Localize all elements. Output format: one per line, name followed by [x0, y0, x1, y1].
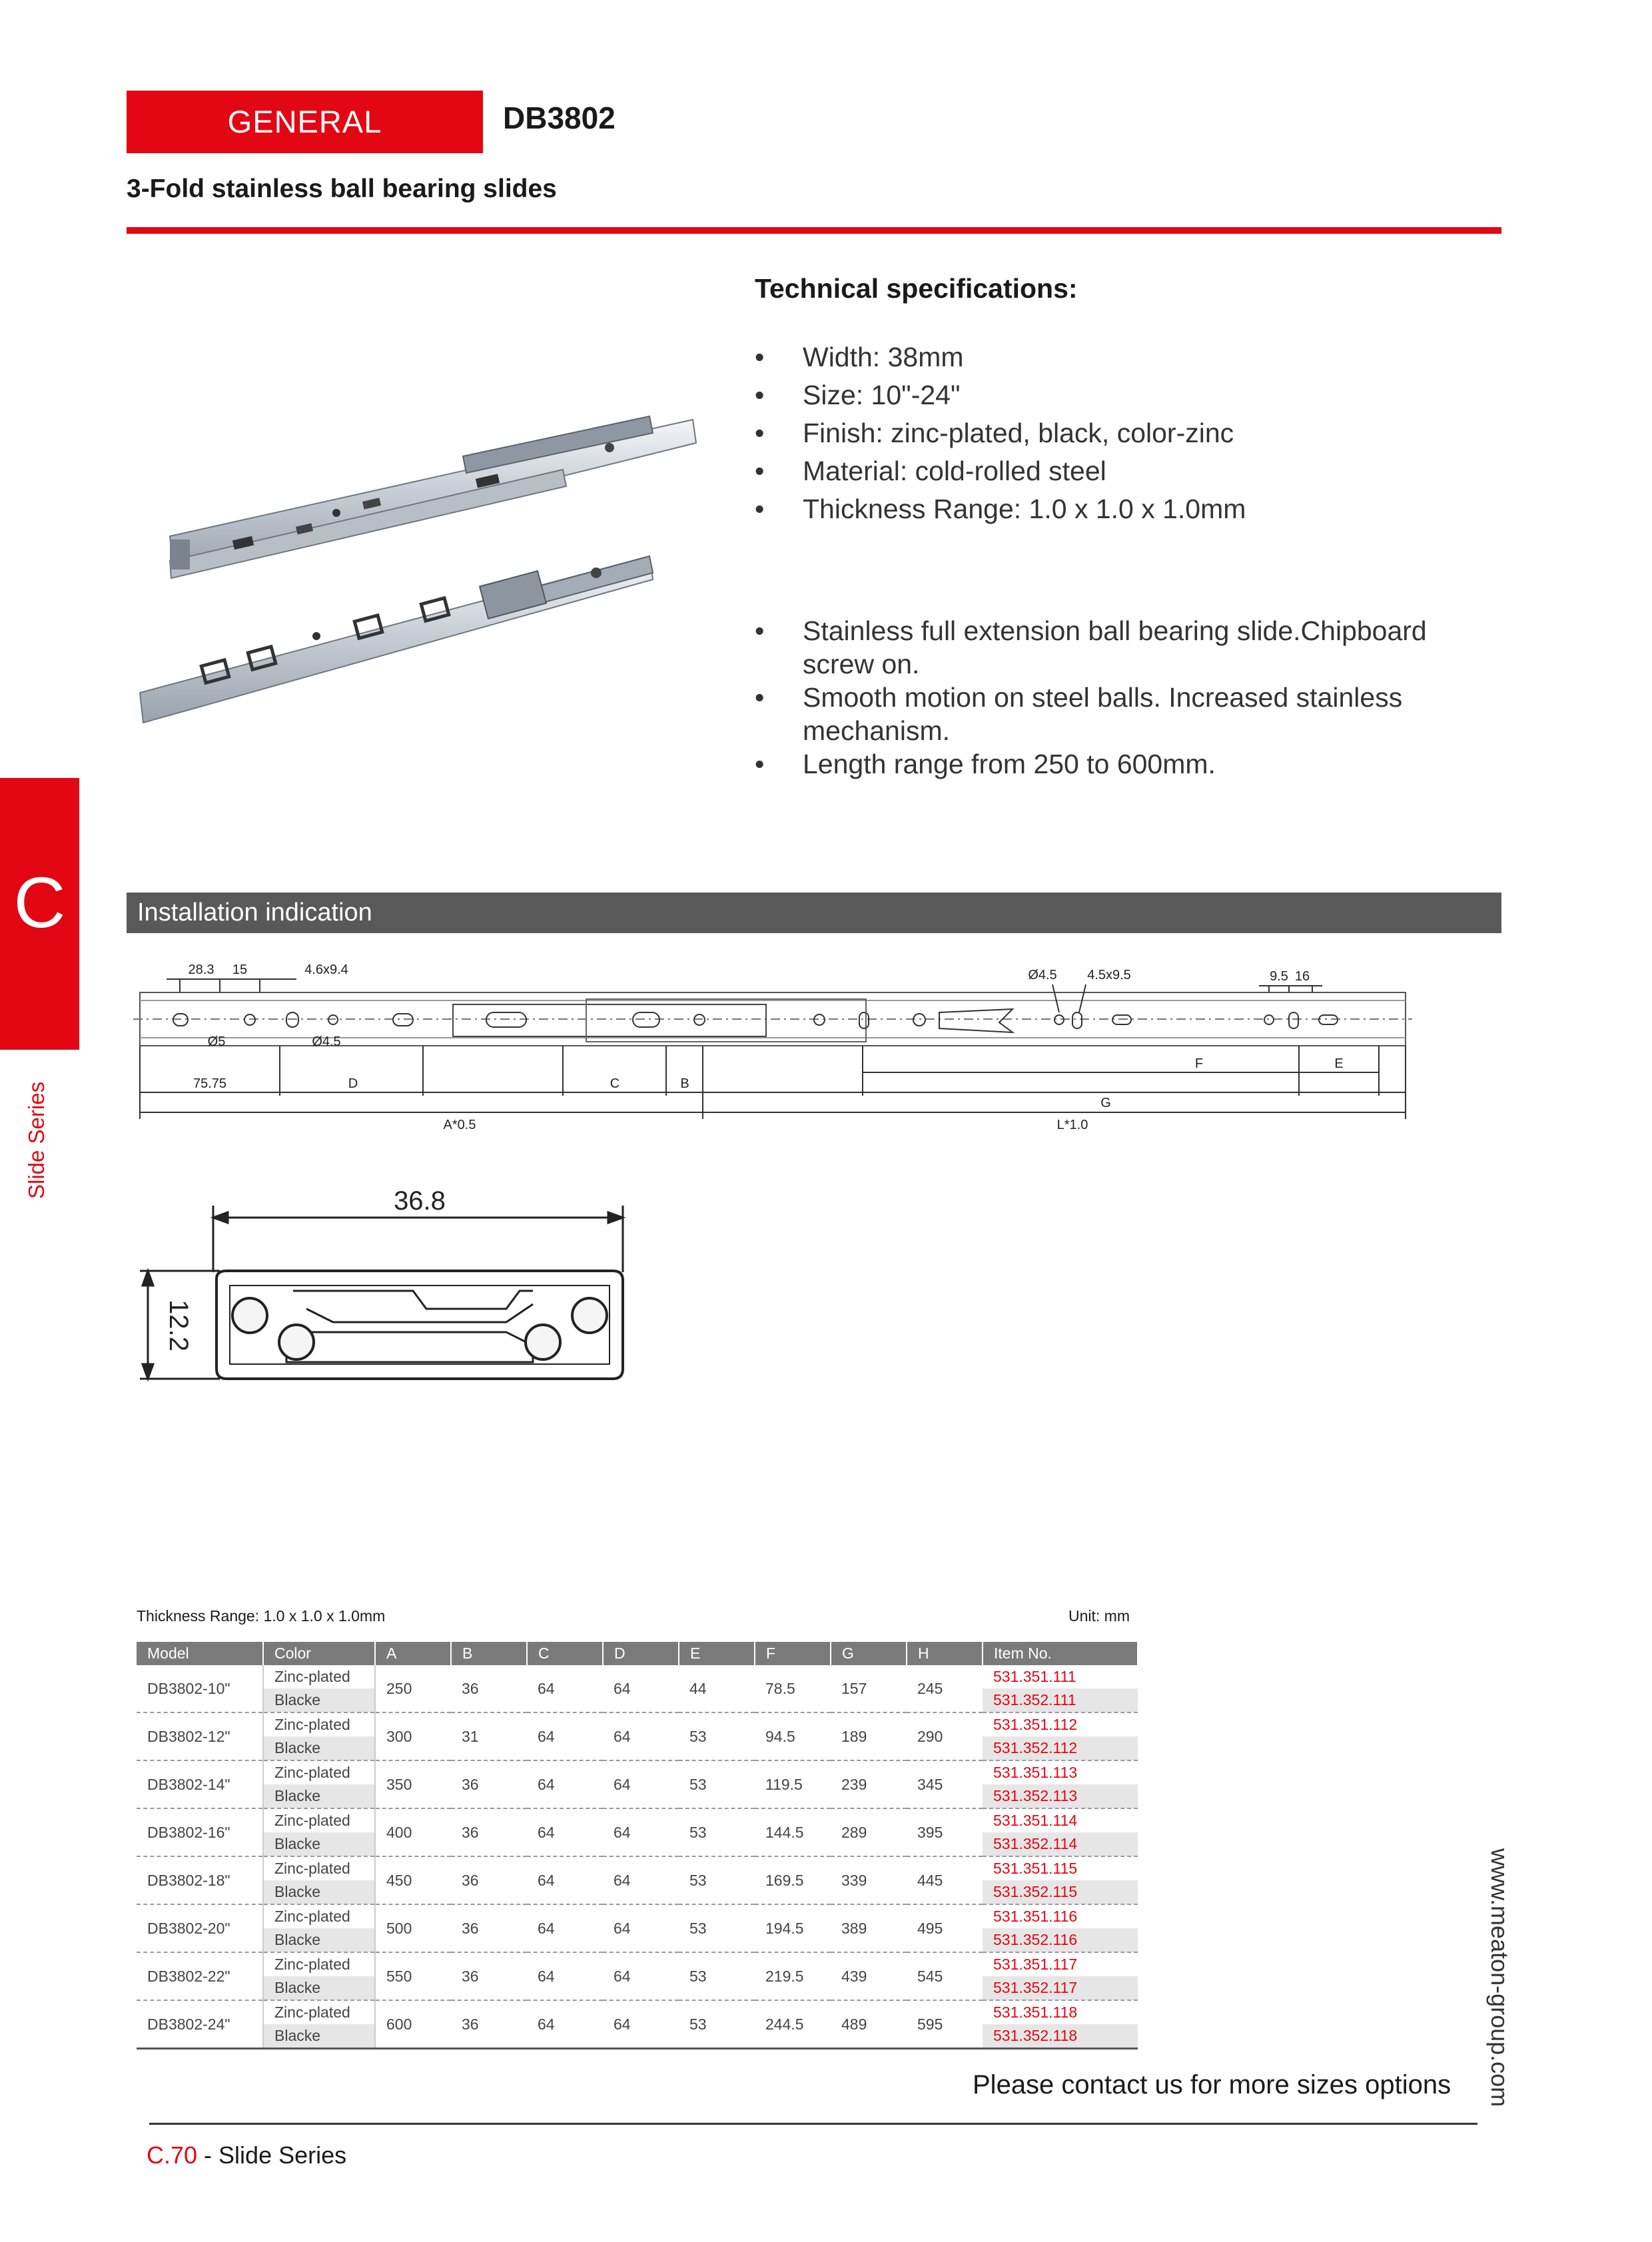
spec-title: Technical specifications:: [755, 273, 1078, 304]
dim-label: 28.3: [188, 962, 214, 977]
dim-cell: 445: [907, 1856, 983, 1904]
item-number: 531.352.115: [983, 1880, 1138, 1904]
dim-cell: 64: [603, 1856, 679, 1904]
item-number: 531.352.114: [983, 1832, 1138, 1856]
spec-table: [137, 1642, 1138, 2050]
model-cell: DB3802-20": [137, 1904, 263, 1952]
item-number: 531.351.111: [993, 1668, 1076, 1685]
dim-cell: 244.5: [755, 2000, 831, 2049]
footer-divider: [149, 2123, 1477, 2125]
table-row: [137, 1712, 1138, 1736]
table-header: B: [451, 1642, 527, 1665]
dim-cell: 157: [831, 1665, 907, 1712]
feature-item: • Length range from 250 to 600mm.: [755, 747, 1487, 781]
color-cell: Blacke: [263, 1832, 375, 1856]
table-header: A: [375, 1642, 451, 1665]
page-code: C.70: [147, 2141, 198, 2169]
table-header: Item No.: [983, 1642, 1138, 1665]
dim-cell: 64: [527, 2000, 603, 2049]
color-cell: Blacke: [263, 1784, 375, 1808]
dim-cell: 64: [603, 1665, 679, 1712]
color-cell: Blacke: [263, 1688, 375, 1712]
upper-slide-image: [170, 416, 696, 578]
product-subtitle: 3-Fold stainless ball bearing slides: [127, 175, 557, 203]
dim-cell: 53: [679, 1712, 755, 1760]
color-cell: Zinc-plated: [263, 2000, 375, 2024]
item-number: 531.352.117: [983, 1976, 1138, 2000]
color-cell: Blacke: [263, 1736, 375, 1760]
dim-cell: 94.5: [755, 1712, 831, 1760]
dim-label: Ø4.5: [312, 1034, 341, 1049]
table-row: [137, 1904, 1138, 1928]
dim-cell: 339: [831, 1856, 907, 1904]
color-cell: Zinc-plated: [263, 1665, 375, 1688]
table-thickness: Thickness Range: 1.0 x 1.0 x 1.0mm: [137, 1607, 386, 1625]
dim-cell: 345: [907, 1760, 983, 1808]
installation-title: Installation indication: [137, 899, 372, 927]
dim-cell: 64: [603, 1952, 679, 2000]
dim-cell: 64: [603, 1808, 679, 1856]
spec-item: • Size: 10"-24": [755, 376, 1246, 414]
profile-height: 12.2: [164, 1300, 193, 1351]
dim-cell: 219.5: [755, 1952, 831, 2000]
dim-label: Ø5: [207, 1034, 226, 1049]
spec-item: • Material: cold-rolled steel: [755, 452, 1246, 490]
dim-cell: 36: [451, 1904, 527, 1952]
model-cell: DB3802-16": [137, 1808, 263, 1856]
dim-cell: 289: [831, 1808, 907, 1856]
model-title: DB3802: [503, 101, 616, 135]
website-link[interactable]: www.meaton-group.com: [1486, 1848, 1513, 2107]
dim-cell: 250: [375, 1665, 451, 1712]
dim-label: G: [1100, 1096, 1111, 1110]
product-photo: [130, 406, 716, 726]
installation-drawing: [127, 959, 1419, 1159]
dim-label: 16: [1294, 969, 1310, 984]
model-cell: DB3802-14": [137, 1760, 263, 1808]
dim-label: Ø4.5: [1028, 968, 1057, 982]
dim-cell: 64: [603, 1760, 679, 1808]
color-cell: Blacke: [263, 1976, 375, 2000]
dim-cell: 53: [679, 1856, 755, 1904]
section-label: GENERAL: [227, 104, 382, 139]
table-row: [137, 1952, 1138, 1976]
dim-cell: 53: [679, 2000, 755, 2049]
item-number: 531.351.116: [993, 1908, 1078, 1925]
dim-cell: 78.5: [755, 1665, 831, 1712]
item-number: 531.351.118: [993, 2004, 1078, 2021]
dim-cell: 450: [375, 1856, 451, 1904]
dim-cell: 36: [451, 1760, 527, 1808]
feature-list: [755, 614, 1487, 781]
color-cell: Zinc-plated: [263, 1760, 375, 1784]
side-tab-letter: C: [13, 862, 66, 942]
dim-label: 9.5: [1270, 969, 1288, 984]
model-cell: DB3802-18": [137, 1856, 263, 1904]
dim-cell: 64: [527, 1712, 603, 1760]
dim-cell: 53: [679, 1952, 755, 2000]
item-number: 531.352.113: [983, 1784, 1138, 1808]
dim-cell: 36: [451, 1856, 527, 1904]
table-row: [137, 1808, 1138, 1832]
dim-cell: 64: [603, 1712, 679, 1760]
item-number: 531.351.114: [993, 1812, 1078, 1829]
dim-cell: 36: [451, 1952, 527, 2000]
dim-label: 4.5x9.5: [1087, 968, 1131, 982]
dim-cell: 439: [831, 1952, 907, 2000]
color-cell: Blacke: [263, 1928, 375, 1952]
table-header: G: [831, 1642, 907, 1665]
contact-note: Please contact us for more sizes options: [973, 2070, 1451, 2099]
side-series-label: Slide Series: [24, 1081, 49, 1199]
table-header: Model: [137, 1642, 263, 1665]
dim-cell: 36: [451, 1665, 527, 1712]
lower-slide-image: [140, 556, 653, 723]
profile-width: 36.8: [394, 1186, 446, 1216]
dim-label: 15: [232, 962, 248, 977]
dim-cell: 189: [831, 1712, 907, 1760]
dim-cell: 53: [679, 1904, 755, 1952]
table-row: [137, 1856, 1138, 1880]
dim-cell: 64: [527, 1665, 603, 1712]
color-cell: Blacke: [263, 1880, 375, 1904]
dim-cell: 64: [527, 1952, 603, 2000]
spec-item: • Finish: zinc-plated, black, color-zinc: [755, 414, 1246, 452]
dim-cell: 489: [831, 2000, 907, 2049]
dim-cell: 144.5: [755, 1808, 831, 1856]
table-header: H: [907, 1642, 983, 1665]
dim-cell: 53: [679, 1760, 755, 1808]
dim-cell: 64: [527, 1760, 603, 1808]
dim-cell: 600: [375, 2000, 451, 2049]
dim-cell: 239: [831, 1760, 907, 1808]
model-cell: DB3802-24": [137, 2000, 263, 2049]
spec-item: • Thickness Range: 1.0 x 1.0 x 1.0mm: [755, 490, 1246, 528]
item-number: 531.352.116: [983, 1928, 1138, 1952]
dim-cell: 44: [679, 1665, 755, 1712]
color-cell: Zinc-plated: [263, 1712, 375, 1736]
dim-cell: 350: [375, 1760, 451, 1808]
color-cell: Zinc-plated: [263, 1904, 375, 1928]
color-cell: Zinc-plated: [263, 1952, 375, 1976]
table-header-row: [137, 1642, 1138, 1665]
dim-cell: 495: [907, 1904, 983, 1952]
dim-label: B: [680, 1076, 689, 1091]
dim-label: E: [1334, 1056, 1344, 1071]
profile-drawing: [133, 1186, 639, 1392]
spec-list: [755, 338, 1246, 528]
dim-cell: 500: [375, 1904, 451, 1952]
dim-cell: 53: [679, 1808, 755, 1856]
page-number: [147, 2141, 346, 2169]
item-number: 531.352.112: [983, 1736, 1138, 1760]
table-header: C: [527, 1642, 603, 1665]
dim-cell: 290: [907, 1712, 983, 1760]
item-number: 531.351.115: [993, 1860, 1078, 1877]
color-cell: Blacke: [263, 2024, 375, 2049]
dim-cell: 64: [527, 1856, 603, 1904]
dim-cell: 545: [907, 1952, 983, 2000]
dim-cell: 169.5: [755, 1856, 831, 1904]
feature-item: • Smooth motion on steel balls. Increased stainless mechanism.: [755, 681, 1487, 747]
table-row: [137, 1665, 1138, 1688]
item-number: 531.352.118: [983, 2024, 1138, 2049]
item-number: 531.352.111: [983, 1688, 1138, 1712]
model-cell: DB3802-10": [137, 1665, 263, 1712]
dim-label: D: [348, 1076, 358, 1091]
dim-label: C: [610, 1076, 620, 1091]
dim-label: A*0.5: [443, 1118, 476, 1132]
table-header: D: [603, 1642, 679, 1665]
table-header: Color: [263, 1642, 375, 1665]
spec-item: • Width: 38mm: [755, 338, 1246, 376]
item-number: 531.351.117: [993, 1956, 1078, 1973]
dim-cell: 300: [375, 1712, 451, 1760]
dim-cell: 395: [907, 1808, 983, 1856]
dim-cell: 64: [527, 1904, 603, 1952]
dim-cell: 119.5: [755, 1760, 831, 1808]
table-row: [137, 2000, 1138, 2024]
model-cell: DB3802-22": [137, 1952, 263, 2000]
dim-cell: 245: [907, 1665, 983, 1712]
dim-cell: 64: [603, 2000, 679, 2049]
dim-cell: 389: [831, 1904, 907, 1952]
table-header: E: [679, 1642, 755, 1665]
dim-cell: 36: [451, 2000, 527, 2049]
dim-cell: 595: [907, 2000, 983, 2049]
page-label: - Slide Series: [197, 2141, 347, 2169]
dim-cell: 64: [603, 1904, 679, 1952]
dim-cell: 400: [375, 1808, 451, 1856]
dim-cell: 36: [451, 1808, 527, 1856]
dim-label: F: [1194, 1056, 1204, 1071]
dim-cell: 194.5: [755, 1904, 831, 1952]
color-cell: Zinc-plated: [263, 1808, 375, 1832]
feature-item: • Stainless full extension ball bearing slide.Chipboard screw on.: [755, 614, 1487, 681]
color-cell: Zinc-plated: [263, 1856, 375, 1880]
dim-cell: 64: [527, 1808, 603, 1856]
model-cell: DB3802-12": [137, 1712, 263, 1760]
dim-label: 75.75: [193, 1076, 227, 1091]
item-number: 531.351.112: [993, 1716, 1078, 1733]
dim-label: L*1.0: [1056, 1118, 1088, 1132]
dim-label: 4.6x9.4: [304, 962, 348, 977]
table-unit: Unit: mm: [1068, 1607, 1130, 1625]
table-row: [137, 1760, 1138, 1784]
dim-cell: 31: [451, 1712, 527, 1760]
item-number: 531.351.113: [993, 1764, 1078, 1781]
table-header: F: [755, 1642, 831, 1665]
dim-cell: 550: [375, 1952, 451, 2000]
header-divider: [127, 227, 1501, 234]
